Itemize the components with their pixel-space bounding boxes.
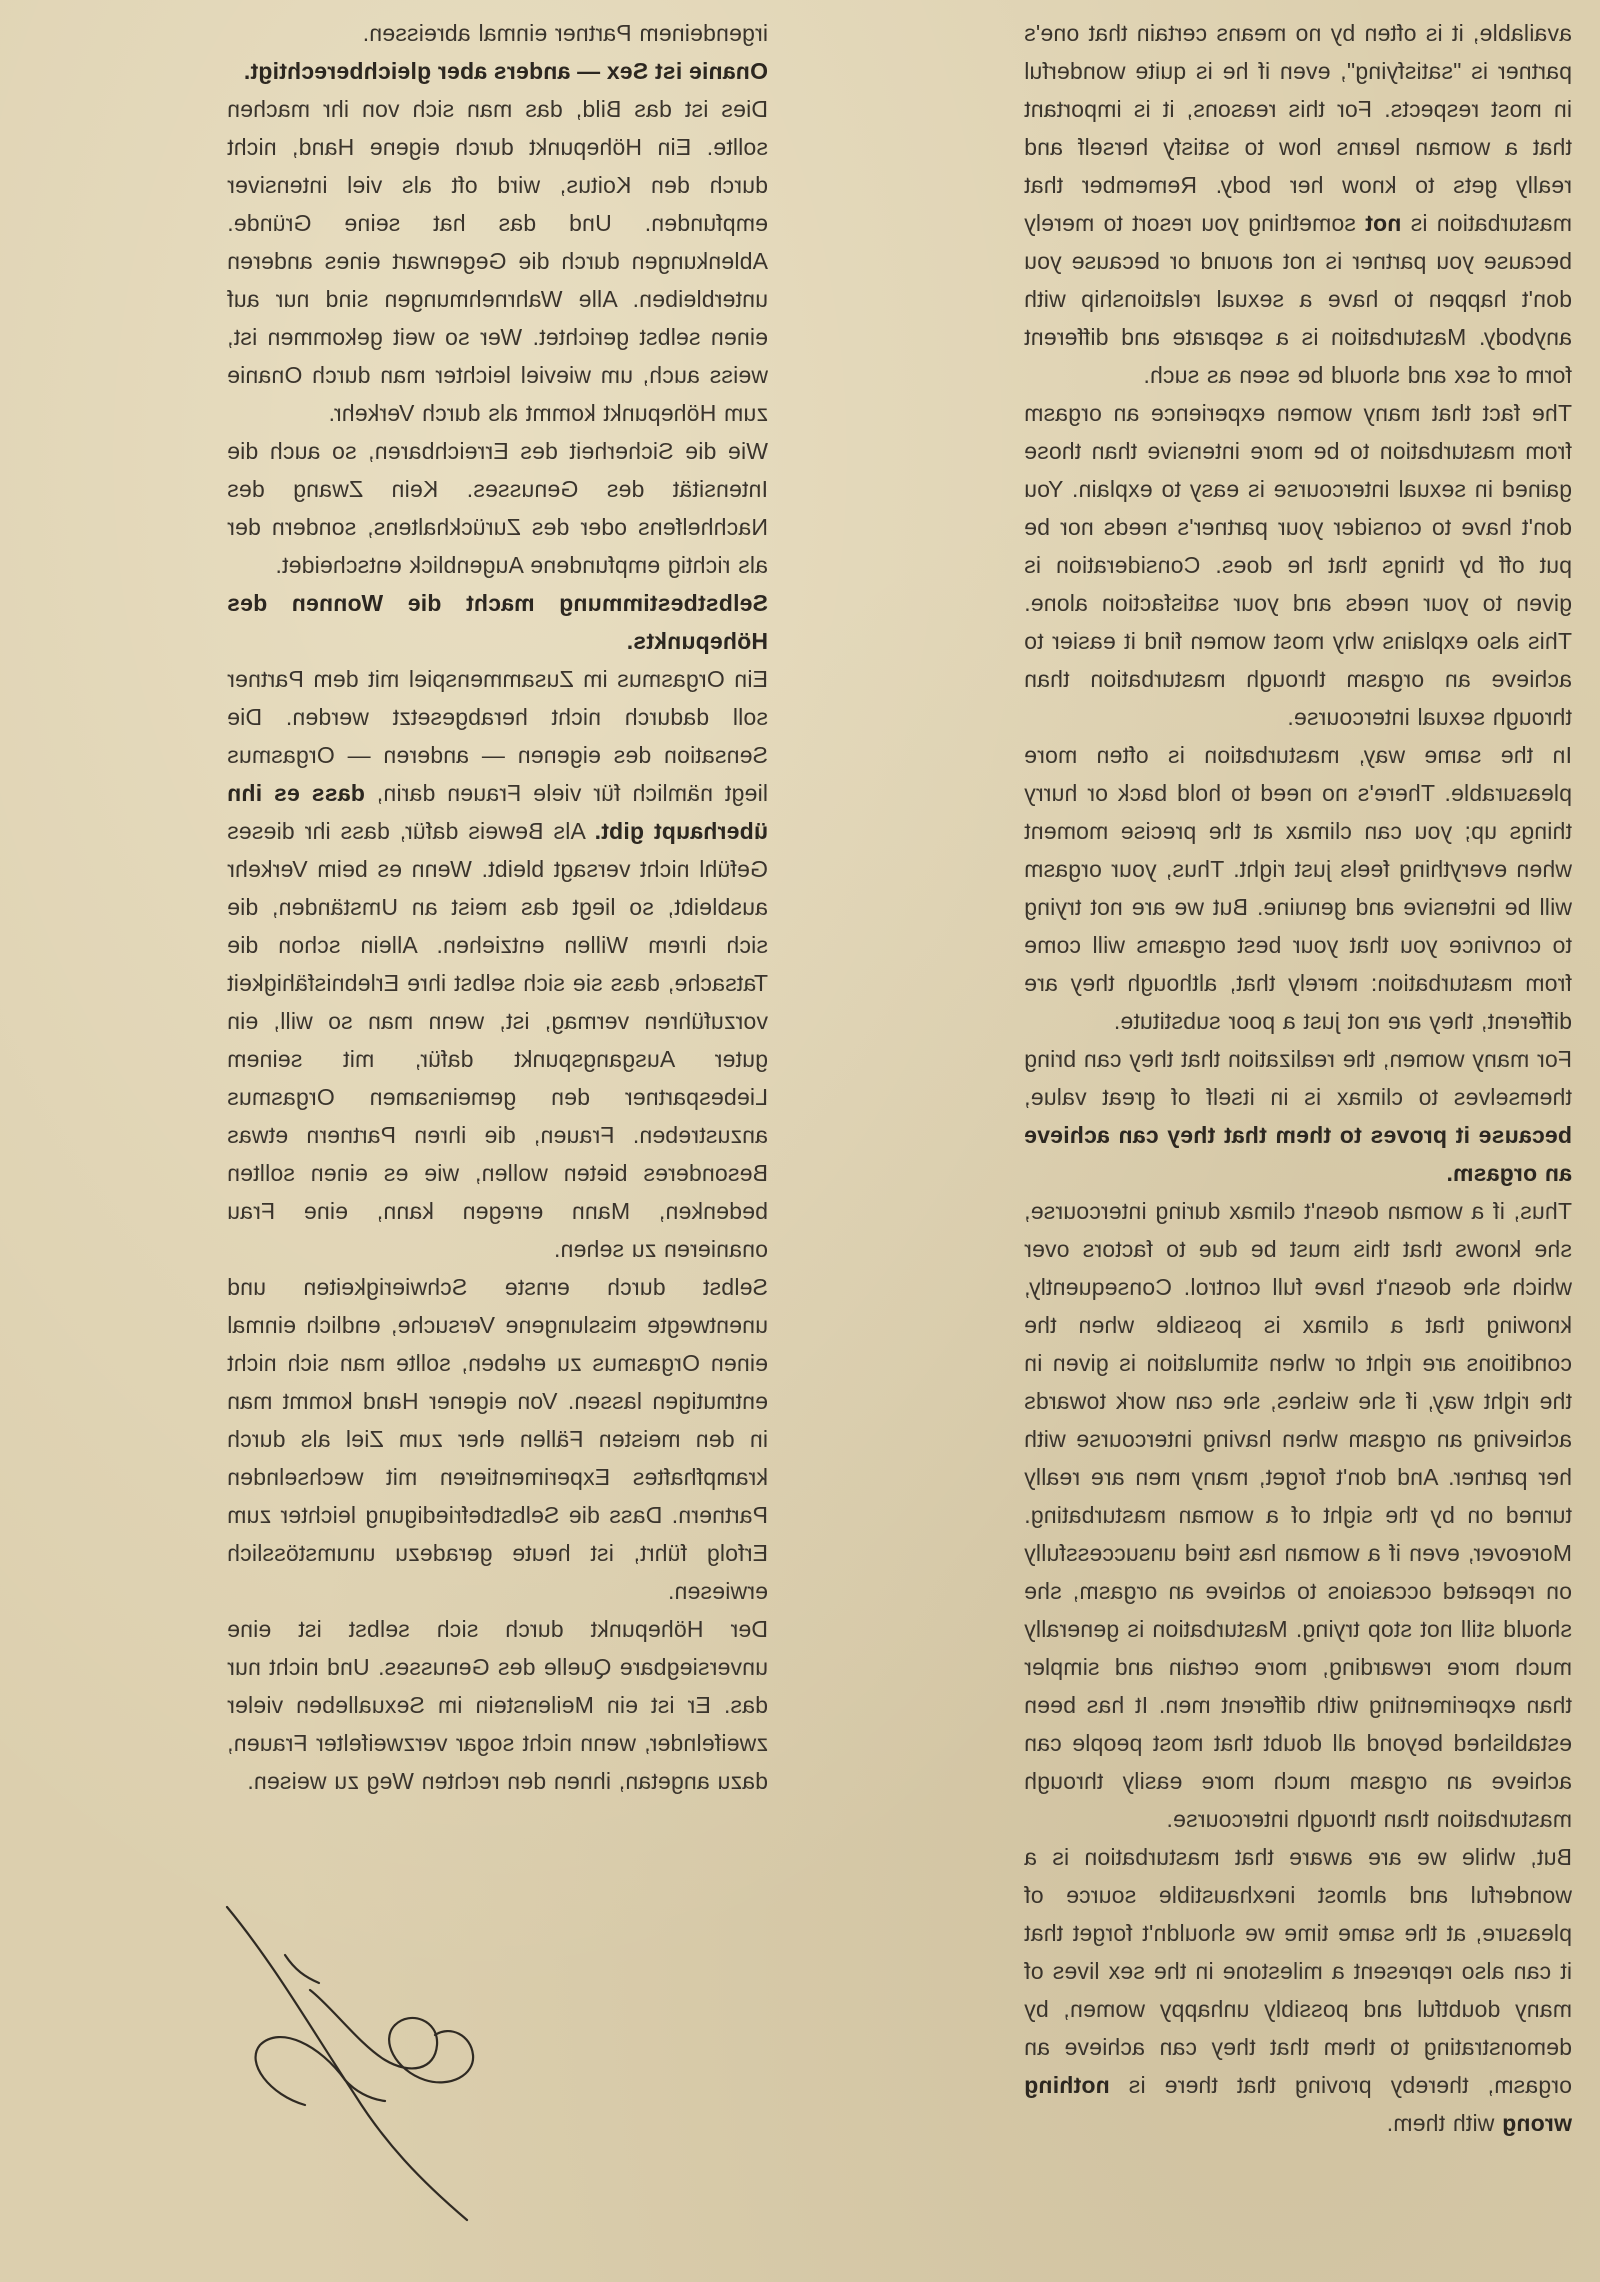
paragraph [227, 90, 768, 432]
paragraph [1024, 1192, 1572, 1838]
bold-text-run: dass es ihn überhaupt gibt. [227, 780, 768, 844]
text-run: Ein Orgasmus im Zusammenspiel mit dem Partner soll dadurch nicht herabgesetzt werden. Die Sensation des eigenen — anderen — Orgasmus liegt nämlich für viele Frauen darin, [227, 666, 768, 806]
bold-text-run: nothing wrong [1024, 2072, 1572, 2136]
paragraph [227, 432, 768, 584]
text-run: something you resort to merely because you partner is not around or because you don't happen to have a sexual relationship with anybody. Masturbation is a separate and different form of sex and should be seen as such. [1024, 210, 1572, 388]
paragraph [1024, 14, 1572, 394]
german-text-column [227, 14, 768, 1800]
text-run: Als Beweis dafür, dass ihr dieses Gefühl nicht versagt bleibt. Wenn es beim Verkehr ausbleibt, so liegt das meist an Umständen, die sich ihrem Willen entziehen. Allein schon die Tatsache, dass sie sich selbst ihre Erlebnisfähigkeit vorzuführen vermag, ist, wenn man so will, ein guter Ausgangspunkt dafür, mit seinem Liebespartner den gemeinsamen Orgasmus anzustreben. Frauen, die ihren Partnern etwas Besonderes bieten wollen, wie es einen sollten bedenken, Mann erregen kann, eine Frau onanieren zu sehen. [226, 818, 768, 1262]
paragraph [227, 660, 768, 1268]
text-run: The fact that many women experience an orgasm from masturbation to be more intensive than those gained in sexual intercourse is easy to explain. You don't have to consider your partner's needs nor be put off by things that he does. Consideration is given to your needs and your satisfaction alone. This also explains why most women find it easier to achieve an orgasm through masturbation than through sexual intercourse. [1024, 400, 1572, 730]
paragraph [227, 1610, 768, 1800]
text-run: For many women, the realization that they can bring themselves to climax is in itself of great value, [1024, 1046, 1572, 1110]
paragraph [1024, 736, 1572, 1040]
text-run: But, while we are aware that masturbation is a wonderful and almost inexhaustible source of pleasure, at the same time we shouldn't forget that it can also represent a milestone in the sex lives of many doubtful and possibly unhappy women, by demonstrating to them that they can achieve an orgasm, thereby proving that there is [1024, 1844, 1572, 2098]
text-run: Thus, if a woman doesn't climax during intercourse, she knows that this must be due to factors over which she doesn't have full control. Consequently, knowing that a climax is possible when the conditions are right or when stimulation is given in the right way, if she wishes, she can work towards achieving an orgasm when having intercourse with her partner. And don't forget, many men are really turned on by the sight of a woman masturbating. Moreover, even if a woman has tried unsuccessfully on repeated occasions to achieve an orgasm, she should still not stop trying. Masturbation is generally much more rewarding, more certain and simpler than experimenting with different men. It has been established beyond all doubt that most people can achieve an orgasm much more easily through masturbation than through intercourse. [1024, 1198, 1572, 1832]
paragraph [1024, 1838, 1572, 2142]
text-run: Wie die Sicherheit des Erreichbaren, so auch die Intensität des Genusses. Kein Zwang des Nachhelfens oder des Zurückhaltens, sondern der als richtig empfundene Augenblick entscheidet. [227, 438, 768, 578]
handwritten-signature-icon [205, 1895, 545, 2225]
english-text-column [1024, 14, 1572, 2142]
bold-text-run: not [1365, 210, 1402, 236]
section-heading: Selbstbestimmung macht die Wonnen des Höhepunkts. [227, 590, 768, 654]
paragraph [1024, 394, 1572, 736]
text-run: Dies ist das Bild, das man sich von ihr machen sollte. Ein Höhepunkt durch eigene Hand, nicht durch den Koitus, wird oft als viel intensiver empfunden. Und das hat seine Gründe. Ablenkungen durch die Gegenwart eines anderen unterbleiben. Alle Wahrnehmungen sind nur auf einen selbst gerichtet. Wer so weit gekommen ist, weiss auch, um wieviel leichter man durch Onanie zum Höhepunkt kommt als durch Verkehr. [227, 96, 768, 426]
text-run: available, it is often by no means certain that one's partner is "satisfying", even if he is quite wonderful in most respects. For this reasons, it is important that a woman learns how to satisfy herself and really gets to know her body. Remember that masturbation is [1024, 20, 1572, 236]
text-run: Der Höhepunkt durch sich selbst ist eine unversiegbare Quelle des Genusses. Und nicht nur das. Er ist ein Meilenstein im Sexualleben vieler zweifelnder, wenn nicht sogar verzweifelter Frauen, dazu angetan, ihnen den rechten Weg zu weisen. [227, 1616, 768, 1794]
text-run: Selbst durch ernste Schwierigkeiten und unentwegte misslungene Versuche, endlich einmal einen Orgasmus zu erleben, sollte man sich nicht entmutigen lassen. Von eigener Hand kommt man in den meisten Fällen eher zum Ziel als durch krampfhaftes Experimentieren mit wechselnden Partnern. Dass die Selbstbefriedigung leichter zum Erfolg führt, ist heute geradezu unumstösslich erwiesen. [227, 1274, 768, 1604]
bold-text-run: because it proves to them that they can achieve an orgasm. [1024, 1122, 1572, 1186]
paragraph [227, 14, 768, 52]
paragraph [1024, 1040, 1572, 1192]
paragraph [227, 1268, 768, 1610]
text-run: In the same way, masturbation is often more pleasurable. There's no need to hold back or hurry things up; you can climax at the precise moment when everything feels just right. Thus, your orgasm will be intensive and genuine. But we are not trying to convince you that your best orgasms will come from masturbation: merely that, although they are different, they are not just a poor substitute. [1024, 742, 1572, 1034]
text-run: with them. [1386, 2110, 1502, 2136]
text-run: irgendeinem Partner einmal abreissen. [362, 20, 768, 46]
section-heading: Onanie ist Sex — anders aber gleichberechtigt. [243, 58, 768, 84]
